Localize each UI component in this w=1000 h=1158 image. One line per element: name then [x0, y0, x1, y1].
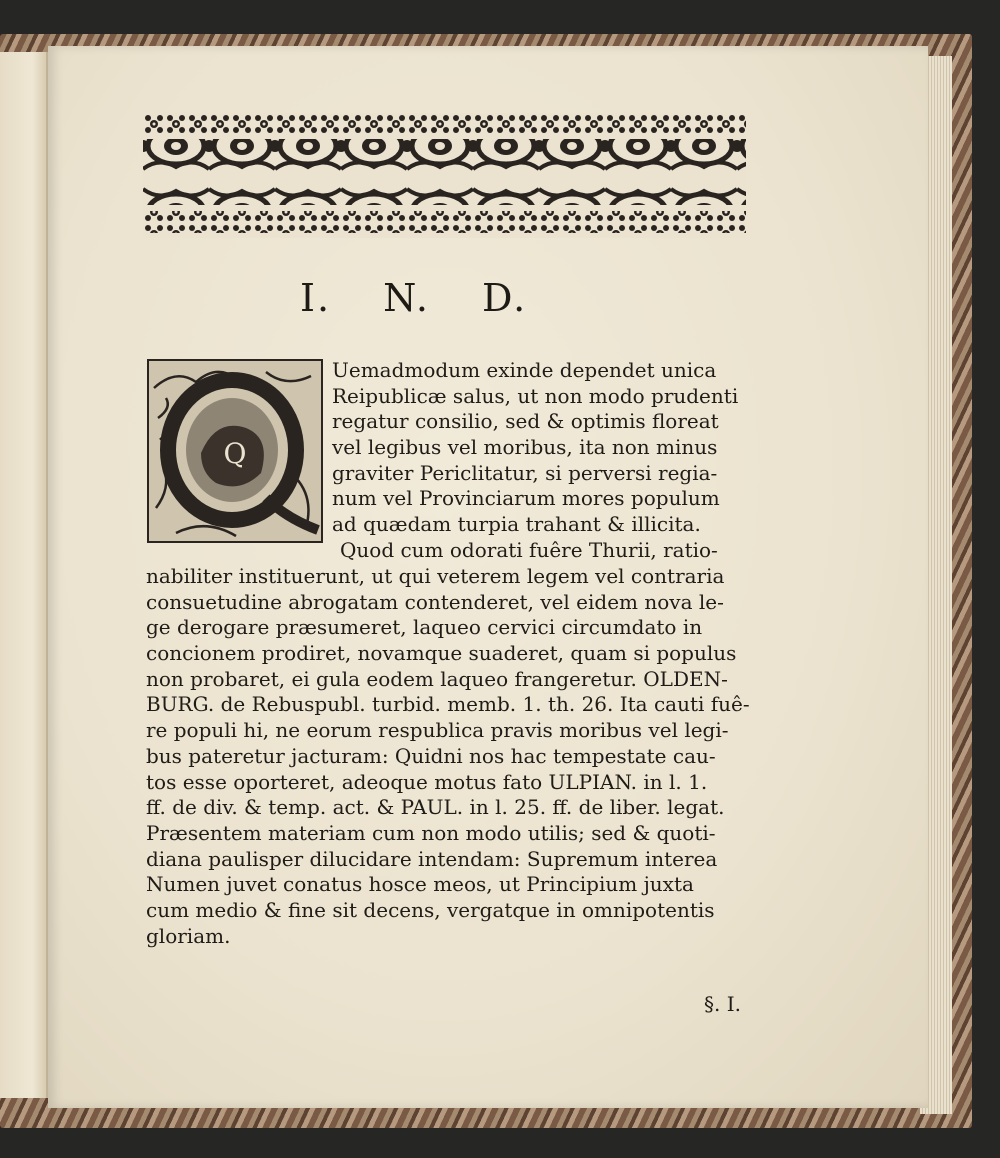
text-line: Uemadmodum exinde dependet unica [332, 358, 717, 382]
left-page-edge [0, 52, 48, 1098]
body-paragraph [146, 564, 750, 949]
text-line: Quod cum odorati fuêre Thurii, ratio- [340, 537, 718, 562]
heading-part-1: I. [300, 276, 332, 320]
text-line: BURG. de Rebuspubl. turbid. memb. 1. th. 26. Ita cauti fuê- [146, 692, 750, 717]
text-line: concionem prodiret, novamque suaderet, quam si populus [146, 641, 737, 666]
text-line: Præsentem materiam cum non modo utilis; sed & quoti- [146, 820, 716, 845]
text-line: ff. de div. & temp. act. & PAUL. in l. 25. ff. de liber. legat. [146, 795, 725, 820]
text-line: ge derogare præsumeret, laqueo cervici circumdato in [146, 615, 703, 640]
text-line: consuetudine abrogatam contenderet, vel eidem nova le- [146, 589, 724, 614]
text-line: gloriam. [146, 923, 231, 948]
section-heading [300, 276, 600, 320]
text-line: regatur consilio, sed & optimis floreat [332, 409, 719, 434]
text-line: nabiliter instituerunt, ut qui veterem legem vel contraria [146, 564, 725, 588]
text-line: vel legibus vel moribus, ita non minus [332, 435, 718, 460]
text-line: diana paulisper dilucidare intendam: Supremum interea [146, 846, 718, 871]
text-line: non probaret, ei gula eodem laqueo frangeretur. OLDEN- [146, 666, 728, 691]
text-line: graviter Periclitatur, si perversi regia- [332, 460, 718, 485]
text-line: re populi hi, ne eorum respublica pravis moribus vel legi- [146, 718, 729, 743]
decorated-initial [146, 358, 324, 544]
catchword: §. I. [704, 992, 741, 1016]
text-line: Numen juvet conatus hosce meos, ut Principium juxta [146, 872, 694, 897]
headpiece-ornament [143, 113, 746, 238]
heading-part-2: N. [383, 276, 430, 320]
text-line: cum medio & fine sit decens, vergatque in omnipotentis [146, 897, 715, 922]
text-line: Reipublicæ salus, ut non modo prudenti [332, 383, 739, 408]
initial-letter: Q [223, 437, 247, 470]
text-line: bus pateretur jacturam: Quidni nos hac tempestate cau- [146, 743, 716, 768]
heading-part-3: D. [482, 276, 528, 320]
text-line: ad quædam turpia trahant & illicita. [332, 512, 701, 537]
opening-lines [332, 358, 738, 564]
text-line: tos esse oporteret, adeoque motus fato ULPIAN. in l. 1. [146, 769, 708, 794]
text-line: num vel Provinciarum mores populum [332, 486, 720, 511]
